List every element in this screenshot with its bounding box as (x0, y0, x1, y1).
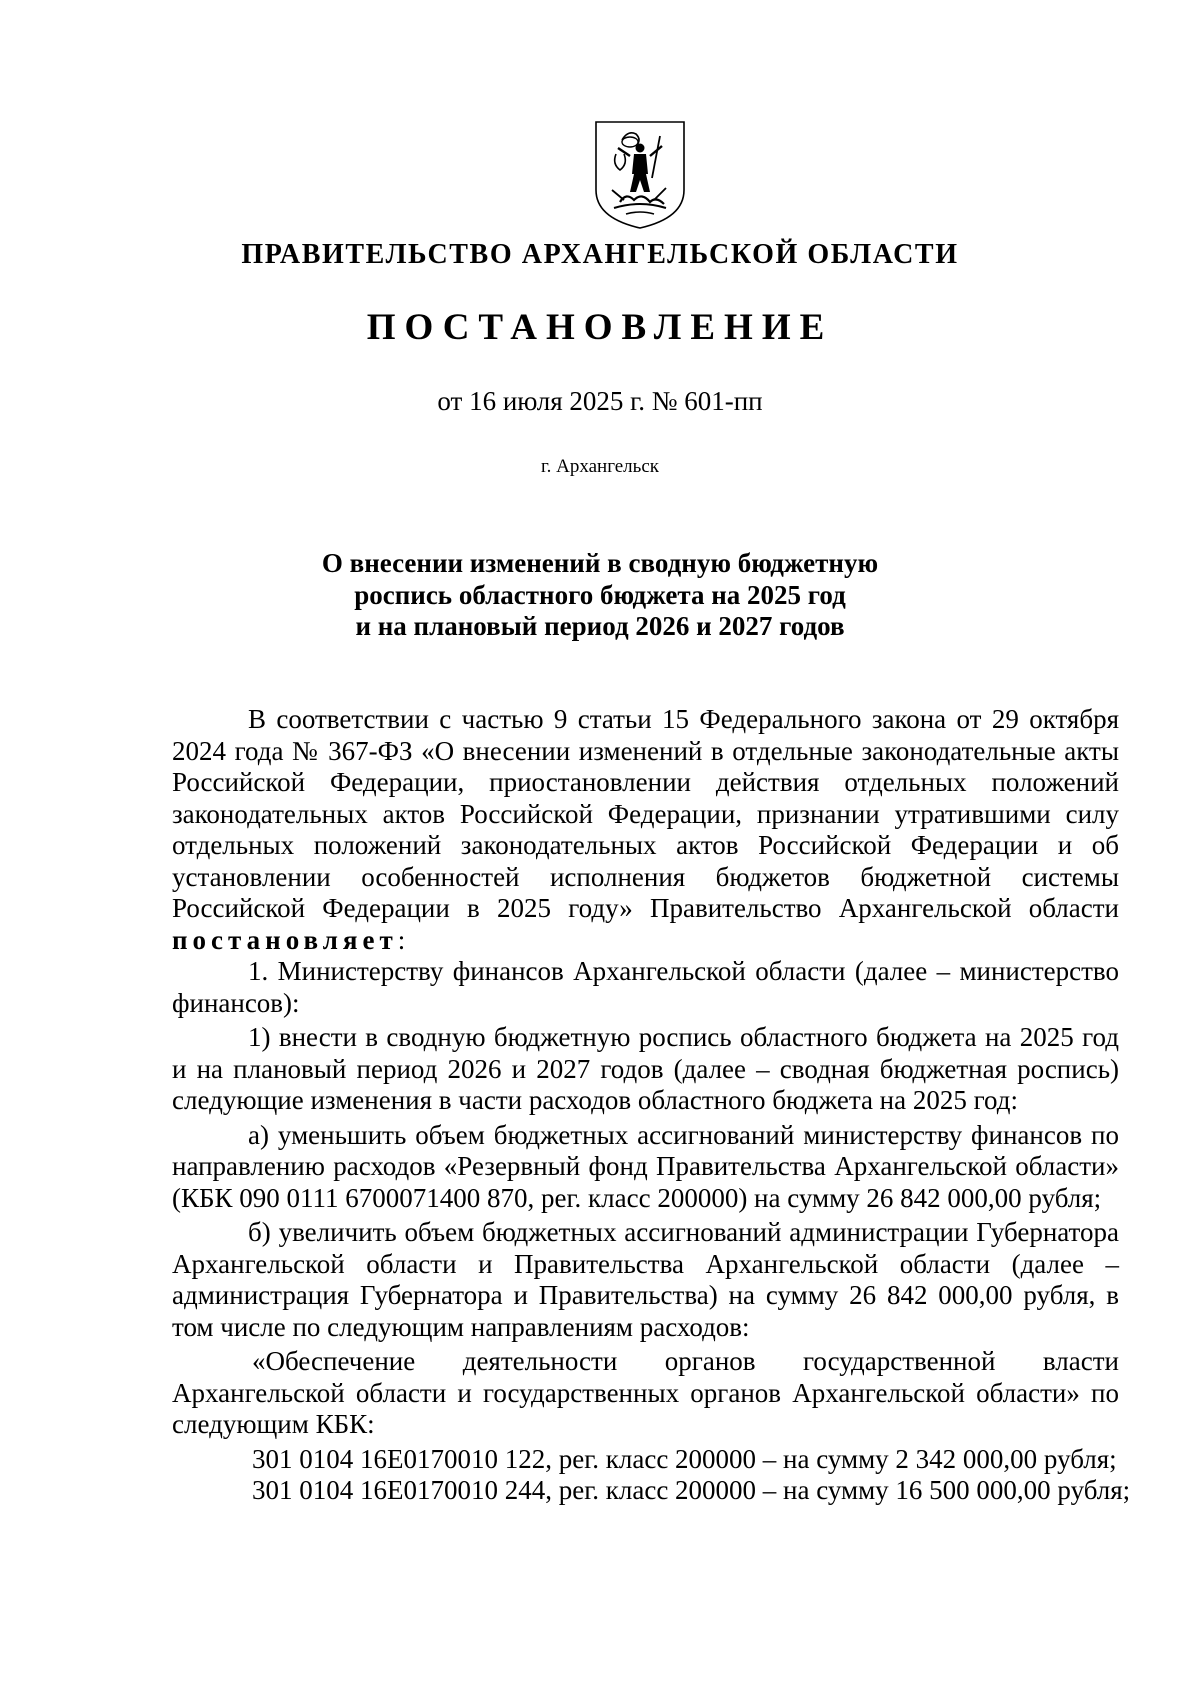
coat-of-arms-icon (590, 118, 690, 230)
resolves-word: постановляет (172, 924, 398, 955)
preamble-text: В соответствии с частью 9 статьи 15 Федерального закона от 29 октября 2024 года № 367-ФЗ «О внесении изменений в отдельные законодательные акты Российской Федерации, приостановлении действия отдельных положений законодательных актов Российской Федерации, признании утратившими силу отдельных положений законодательных актов Российской Федерации и об установлении особенностей исполнения бюджетов бюджетной системы Российской Федерации в 2025 году» Правительство Архангельской области (172, 704, 1119, 923)
item-b: б) увеличить объем бюджетных ассигнований администрации Губернатора Архангельской области и Правительства Архангельской области (далее – администрация Губернатора и Правительства) на сумму 26 842 000,00 рубля, в том числе по следующим направлениям расходов: (172, 1217, 1119, 1342)
subject-line-1: О внесении изменений в сводную бюджетную (321, 548, 879, 578)
subject-line-3: и на плановый период 2026 и 2027 годов (355, 611, 845, 641)
kbk-line: 301 0104 16Е0170010 122, рег. класс 200000 – на сумму 2 342 000,00 рубля; (252, 1443, 1117, 1474)
subject-line-2: роспись областного бюджета на 2025 год (354, 579, 846, 610)
resolves-colon: : (397, 924, 406, 955)
item-1: 1. Министерству финансов Архангельской области (далее – министерство финансов): (172, 956, 1119, 1018)
kbk-line: 301 0104 16Е0170010 244, рег. класс 200000 – на сумму 16 500 000,00 рубля; (252, 1475, 1131, 1505)
document-type: ПОСТАНОВЛЕНИЕ (366, 307, 834, 348)
document-body (172, 704, 1131, 1507)
expense-direction: «Обеспечение деятельности органов государственной власти Архангельской области и государственных органов Архангельской области» по следующим КБК: (172, 1346, 1119, 1439)
government-title: ПРАВИТЕЛЬСТВО АРХАНГЕЛЬСКОЙ ОБЛАСТИ (241, 239, 959, 270)
item-a: а) уменьшить объем бюджетных ассигнований министерству финансов по направлению расходов «Резервный фонд Правительства Архангельской области» (КБК 090 0111 6700071400 870, рег. класс 200000) на сумму 26 842 000,00 рубля; (172, 1119, 1119, 1213)
document-date-number: от 16 июля 2025 г. № 601-пп (437, 386, 763, 416)
document-subject (0, 548, 1200, 643)
item-1-subitem-1: 1) внести в сводную бюджетную роспись областного бюджета на 2025 год и на плановый период 2026 и 2027 годов (далее – сводная бюджетная роспись) следующие изменения в части расходов областного бюджета на 2025 год: (172, 1022, 1119, 1115)
document-city: г. Архангельск (540, 456, 659, 477)
preamble-paragraph (172, 704, 1119, 956)
